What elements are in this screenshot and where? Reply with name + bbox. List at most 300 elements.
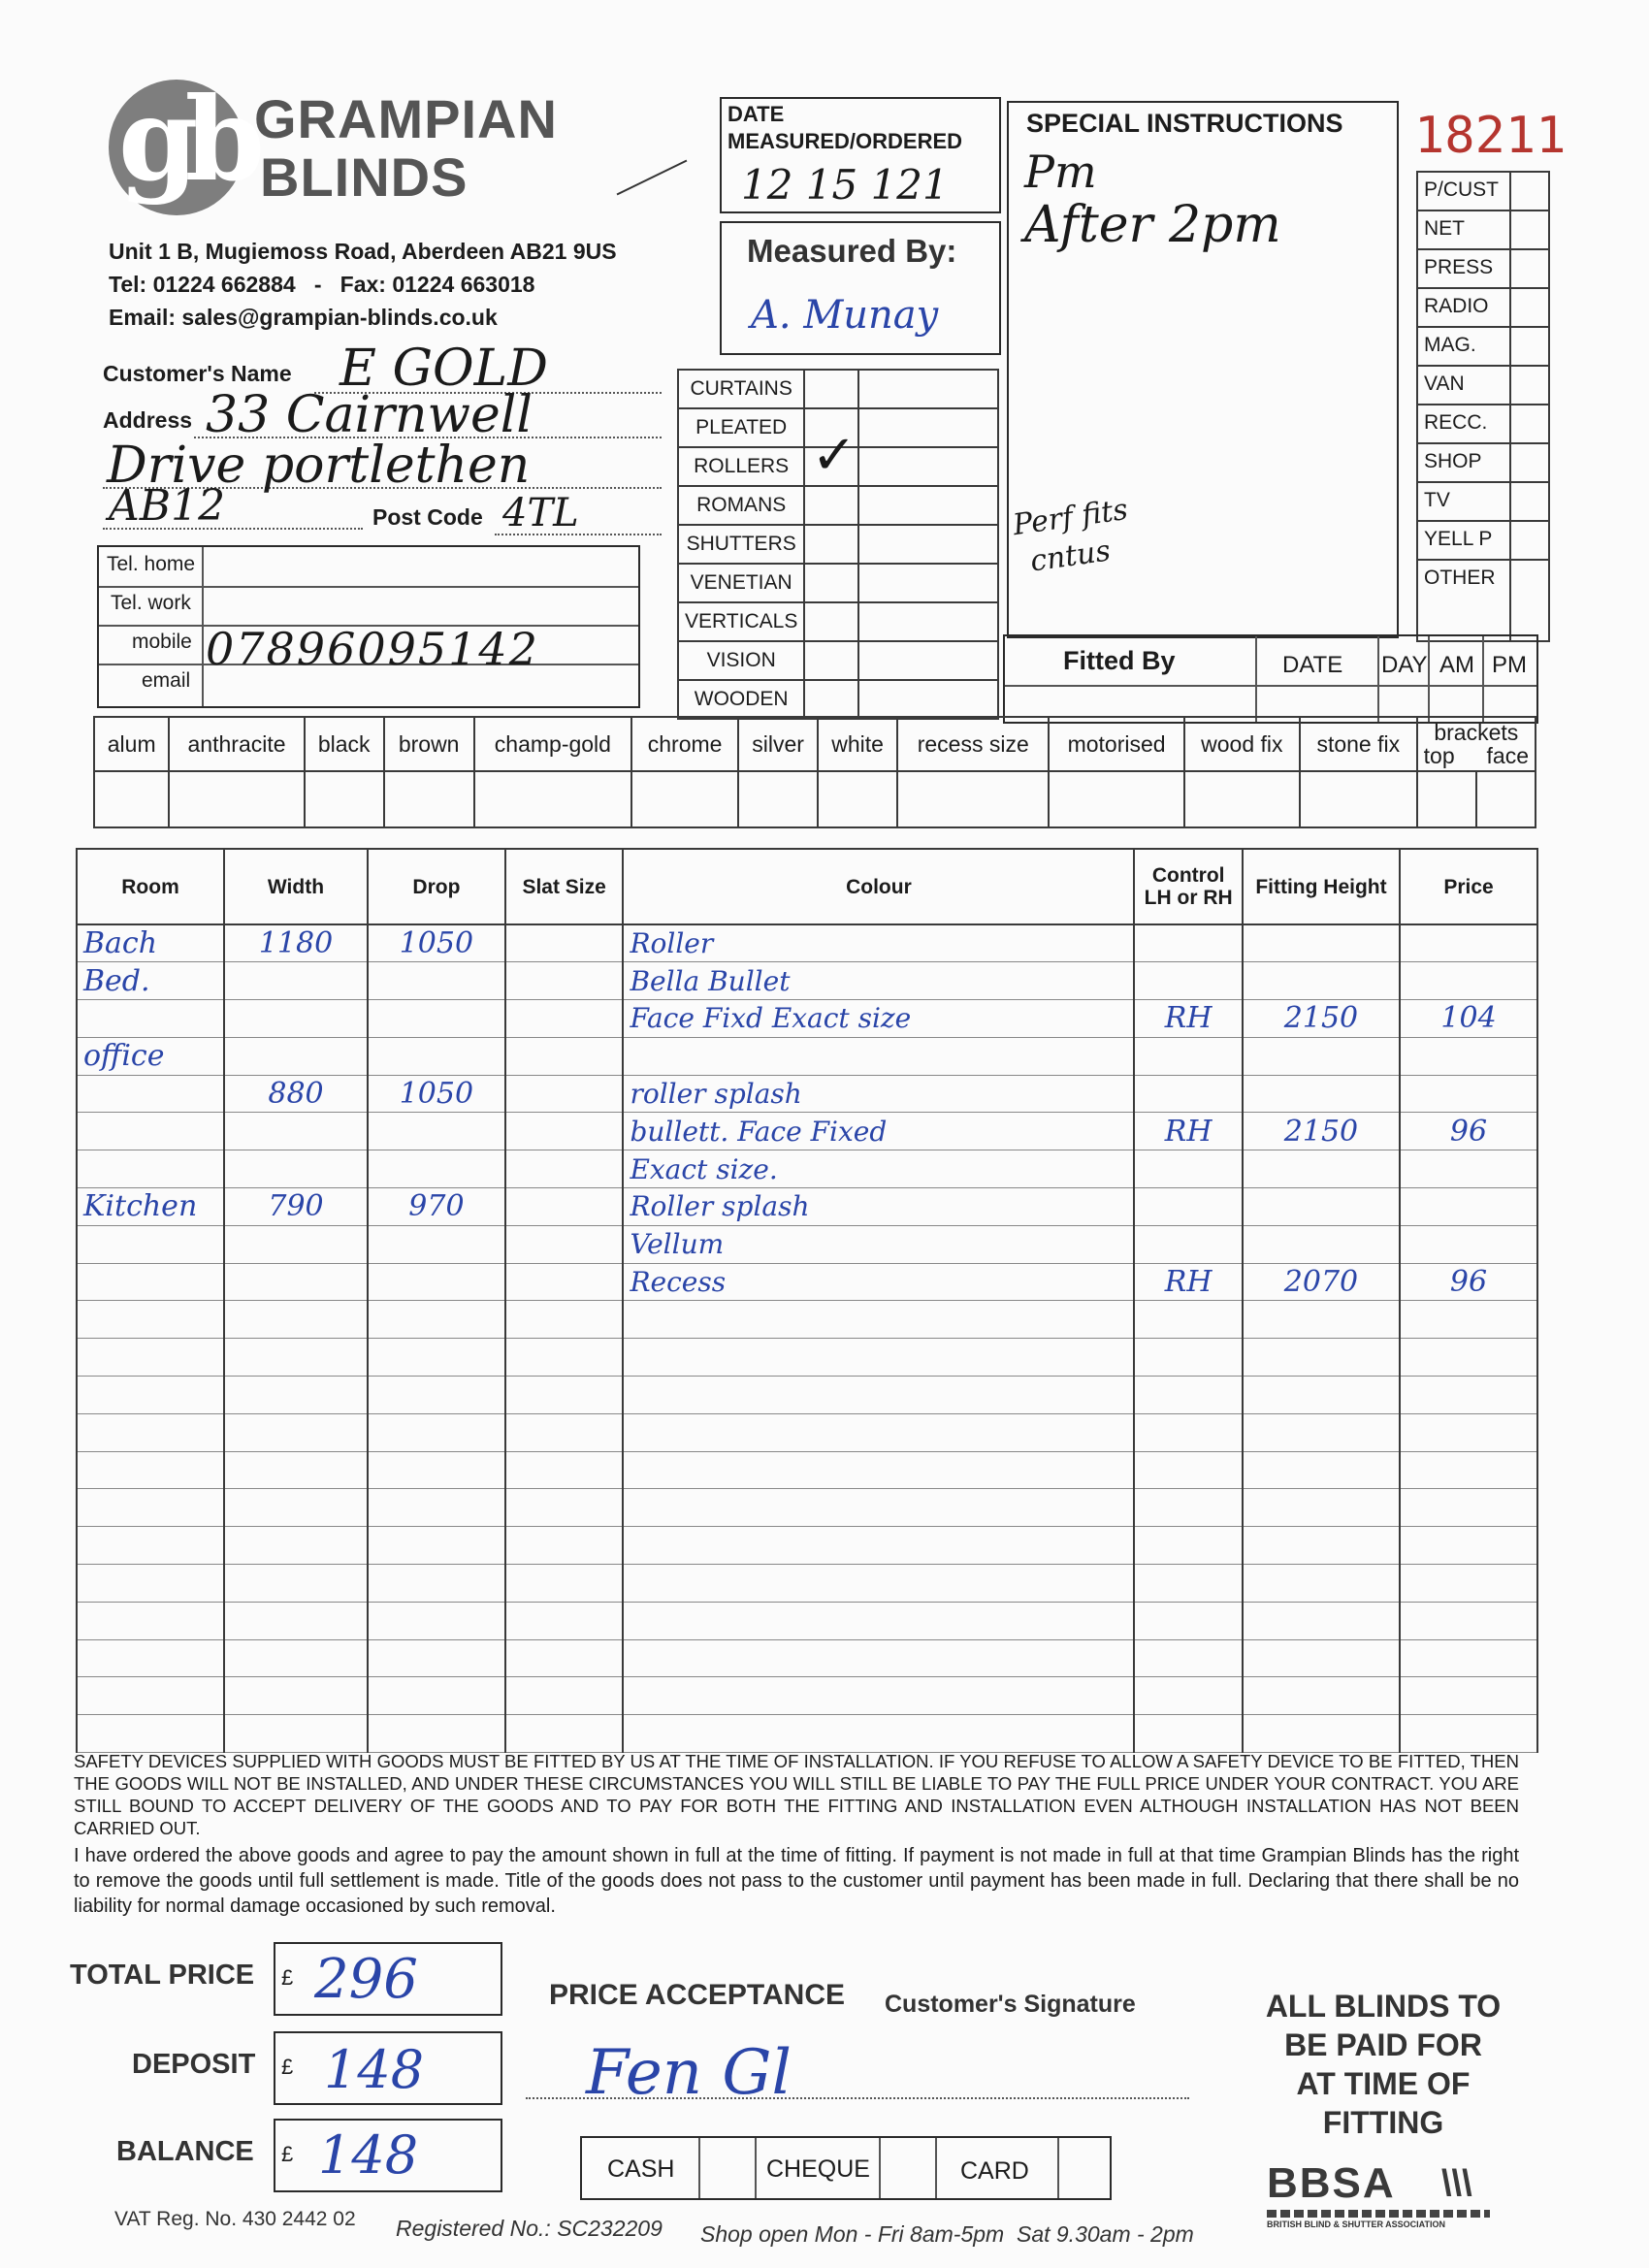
table-row [77, 1301, 1537, 1339]
source-label: RECC. [1417, 405, 1510, 443]
source-checkbox[interactable] [1510, 172, 1549, 211]
blind-type-checkbox[interactable] [804, 564, 858, 602]
table-cell[interactable] [1243, 924, 1400, 962]
table-row [77, 1602, 1537, 1639]
table-row [77, 1037, 1537, 1075]
table-cell[interactable] [623, 1639, 1134, 1677]
table-cell[interactable] [77, 1377, 224, 1414]
table-cell[interactable] [1400, 1639, 1537, 1677]
table-cell[interactable] [224, 1000, 368, 1038]
blind-type-row [678, 370, 998, 408]
blind-type-row [678, 641, 998, 680]
table-cell[interactable]: Roller [623, 924, 1134, 962]
table-cell[interactable] [1243, 962, 1400, 1000]
table-cell[interactable]: 790 [224, 1188, 368, 1226]
bbsa-logo [1267, 2159, 1490, 2231]
source-checkbox[interactable] [1510, 560, 1549, 641]
blind-type-extra[interactable] [858, 525, 998, 564]
option-input[interactable] [738, 771, 818, 827]
option-label: wood fix [1184, 717, 1300, 771]
table-row [77, 1150, 1537, 1188]
table-cell[interactable] [1134, 1075, 1242, 1113]
option-input[interactable] [305, 771, 384, 827]
table-cell[interactable] [368, 1413, 505, 1451]
balance-value: 148 [318, 2124, 419, 2186]
table-cell[interactable] [1134, 1339, 1242, 1377]
blind-type-extra[interactable] [858, 408, 998, 447]
source-row [1417, 443, 1549, 482]
blind-type-checkbox[interactable] [804, 370, 858, 408]
table-cell[interactable] [77, 1565, 224, 1603]
total-price-value: 296 [314, 1948, 418, 2011]
table-cell[interactable] [505, 1527, 624, 1565]
table-cell[interactable] [368, 1150, 505, 1188]
table-cell[interactable]: Exact size. [623, 1150, 1134, 1188]
table-cell[interactable] [224, 1489, 368, 1527]
payment-divider4 [935, 2138, 937, 2198]
table-cell[interactable] [224, 1527, 368, 1565]
table-cell[interactable]: Face Fixd Exact size [623, 1000, 1134, 1038]
table-cell[interactable] [505, 1263, 624, 1301]
table-cell[interactable] [505, 1413, 624, 1451]
table-cell[interactable] [505, 1639, 624, 1677]
table-cell[interactable] [77, 1301, 224, 1339]
table-cell[interactable] [77, 1451, 224, 1489]
table-cell[interactable] [1400, 1225, 1537, 1263]
table-cell[interactable] [1400, 1188, 1537, 1226]
blind-type-label: WOODEN [678, 680, 804, 719]
table-cell[interactable]: 96 [1400, 1263, 1537, 1301]
table-cell[interactable] [1243, 1565, 1400, 1603]
table-cell[interactable] [1243, 1188, 1400, 1226]
table-cell[interactable] [224, 1037, 368, 1075]
special-instructions-label: SPECIAL INSTRUCTIONS [1026, 109, 1343, 138]
notice-line3: AT TIME OF [1296, 2066, 1471, 2101]
order-table [76, 848, 1538, 1753]
blind-type-extra[interactable] [858, 641, 998, 680]
table-cell[interactable] [368, 1339, 505, 1377]
option-label: anthracite [169, 717, 304, 771]
signature-line [526, 2097, 1189, 2099]
blind-type-row [678, 564, 998, 602]
table-cell[interactable] [224, 962, 368, 1000]
option-label: champ-gold [474, 717, 632, 771]
blind-type-checkbox[interactable] [804, 602, 858, 641]
table-cell[interactable] [1243, 1075, 1400, 1113]
table-row [77, 1225, 1537, 1263]
options-label-row [94, 717, 1536, 771]
blind-type-checkbox[interactable] [804, 486, 858, 525]
table-cell[interactable] [623, 1451, 1134, 1489]
table-cell[interactable] [505, 1565, 624, 1603]
table-cell[interactable] [623, 1489, 1134, 1527]
special-instructions-note1: Perf fits [1011, 492, 1130, 543]
blind-type-checkbox[interactable] [804, 424, 858, 486]
option-input[interactable] [1184, 771, 1300, 827]
table-cell[interactable]: Recess [623, 1263, 1134, 1301]
blind-type-checkbox[interactable] [804, 641, 858, 680]
option-label: brown [384, 717, 474, 771]
order-header-cell: Price [1400, 849, 1537, 924]
blind-type-label: CURTAINS [678, 370, 804, 408]
fitted-day-label: DAY [1381, 652, 1428, 678]
table-cell[interactable] [77, 1639, 224, 1677]
table-cell[interactable] [368, 1225, 505, 1263]
table-row [77, 1489, 1537, 1527]
table-cell[interactable] [224, 1150, 368, 1188]
source-label: SHOP [1417, 443, 1510, 482]
table-cell[interactable] [1243, 1225, 1400, 1263]
table-cell[interactable]: Vellum [623, 1225, 1134, 1263]
table-cell[interactable]: 2150 [1243, 1113, 1400, 1150]
source-checkbox[interactable] [1510, 405, 1549, 443]
table-cell[interactable] [1134, 1413, 1242, 1451]
table-cell[interactable] [77, 1150, 224, 1188]
table-cell[interactable] [1134, 1489, 1242, 1527]
source-label: OTHER [1417, 560, 1510, 641]
table-cell[interactable] [1134, 1677, 1242, 1715]
table-cell[interactable] [1400, 962, 1537, 1000]
deposit-box [274, 2031, 502, 2105]
table-cell[interactable] [505, 1037, 624, 1075]
table-cell[interactable] [77, 1677, 224, 1715]
option-label: black [305, 717, 384, 771]
table-cell[interactable] [368, 1565, 505, 1603]
table-cell[interactable] [505, 962, 624, 1000]
bracket-face-input[interactable] [1476, 771, 1536, 827]
source-label: MAG. [1417, 327, 1510, 366]
table-cell[interactable] [505, 1677, 624, 1715]
table-cell[interactable] [224, 1602, 368, 1639]
balance-box [274, 2119, 502, 2192]
source-checkbox[interactable] [1510, 249, 1549, 288]
notice-line1: ALL BLINDS TO [1265, 1989, 1502, 2024]
fitted-am-label: AM [1439, 652, 1474, 678]
table-cell[interactable] [224, 1339, 368, 1377]
table-cell[interactable] [368, 1639, 505, 1677]
measured-by-label: Measured By: [747, 233, 957, 269]
table-row [77, 1451, 1537, 1489]
table-cell[interactable] [224, 1413, 368, 1451]
table-cell[interactable]: RH [1134, 1263, 1242, 1301]
table-cell[interactable]: 104 [1400, 1000, 1537, 1038]
table-cell[interactable] [623, 1377, 1134, 1414]
option-input[interactable] [897, 771, 1049, 827]
source-checkbox[interactable] [1510, 443, 1549, 482]
table-cell[interactable] [224, 1225, 368, 1263]
table-cell[interactable] [623, 1677, 1134, 1715]
blind-type-checkbox[interactable] [804, 680, 858, 719]
blind-type-row [678, 447, 998, 486]
option-input[interactable] [94, 771, 169, 827]
table-cell[interactable]: RH [1134, 1000, 1242, 1038]
table-cell[interactable] [368, 1527, 505, 1565]
option-input[interactable] [1049, 771, 1183, 827]
table-cell[interactable]: roller splash [623, 1075, 1134, 1113]
table-cell[interactable] [368, 1301, 505, 1339]
table-cell[interactable] [368, 1715, 505, 1753]
blind-type-extra[interactable] [858, 370, 998, 408]
footer-vat: VAT Reg. No. 430 2442 02 [114, 2208, 356, 2230]
table-cell[interactable] [505, 924, 624, 962]
table-cell[interactable] [368, 1489, 505, 1527]
payment-notice [1218, 1987, 1548, 2142]
table-cell[interactable] [224, 1565, 368, 1603]
table-cell[interactable] [1243, 1677, 1400, 1715]
table-cell[interactable] [77, 1489, 224, 1527]
table-cell[interactable] [1134, 1639, 1242, 1677]
table-cell[interactable]: Bella Bullet [623, 962, 1134, 1000]
order-header-cell: Room [77, 849, 224, 924]
table-cell[interactable] [77, 1602, 224, 1639]
date-value: 12 15 121 [741, 161, 949, 209]
table-cell[interactable] [224, 1263, 368, 1301]
table-cell[interactable] [1400, 1339, 1537, 1377]
table-cell[interactable] [224, 1301, 368, 1339]
source-checkbox[interactable] [1510, 288, 1549, 327]
table-cell[interactable]: 1050 [368, 1075, 505, 1113]
table-cell[interactable] [224, 1113, 368, 1150]
table-cell[interactable] [77, 1000, 224, 1038]
table-cell[interactable] [77, 1715, 224, 1753]
table-cell[interactable] [1134, 1715, 1242, 1753]
table-cell[interactable] [1400, 1602, 1537, 1639]
table-cell[interactable] [1243, 1037, 1400, 1075]
table-cell[interactable] [1400, 1451, 1537, 1489]
table-cell[interactable] [77, 1075, 224, 1113]
source-row [1417, 211, 1549, 249]
table-cell[interactable] [77, 1527, 224, 1565]
table-cell[interactable] [1400, 1565, 1537, 1603]
table-cell[interactable]: 880 [224, 1075, 368, 1113]
customer-address-value1: 33 Cairnwell [206, 386, 534, 444]
source-list [1416, 171, 1550, 642]
table-cell[interactable] [1400, 1489, 1537, 1527]
option-input[interactable] [474, 771, 632, 827]
table-cell[interactable] [505, 1113, 624, 1150]
table-cell[interactable] [77, 1263, 224, 1301]
table-cell[interactable]: 2070 [1243, 1263, 1400, 1301]
table-cell[interactable] [505, 1715, 624, 1753]
blind-type-extra[interactable] [858, 602, 998, 641]
blind-type-extra[interactable] [858, 564, 998, 602]
bracket-top-input[interactable] [1417, 771, 1476, 827]
source-checkbox[interactable] [1510, 327, 1549, 366]
table-cell[interactable] [1134, 1037, 1242, 1075]
option-input[interactable] [631, 771, 738, 827]
source-label: VAN [1417, 366, 1510, 405]
table-cell[interactable]: 2150 [1243, 1000, 1400, 1038]
table-cell[interactable]: Roller splash [623, 1188, 1134, 1226]
table-cell[interactable] [505, 1188, 624, 1226]
order-header-cell: Control LH or RH [1134, 849, 1242, 924]
table-cell[interactable] [224, 1677, 368, 1715]
table-cell[interactable] [505, 1225, 624, 1263]
table-cell[interactable] [77, 1339, 224, 1377]
table-cell[interactable]: office [77, 1037, 224, 1075]
table-row [77, 1527, 1537, 1565]
table-cell[interactable]: 1180 [224, 924, 368, 962]
table-cell[interactable] [224, 1377, 368, 1414]
table-cell[interactable]: Bed. [77, 962, 224, 1000]
table-cell[interactable]: 970 [368, 1188, 505, 1226]
table-cell[interactable] [1400, 1677, 1537, 1715]
table-cell[interactable] [1134, 1301, 1242, 1339]
table-cell[interactable] [368, 1263, 505, 1301]
table-cell[interactable] [1243, 1339, 1400, 1377]
table-cell[interactable]: 1050 [368, 924, 505, 962]
mobile-value: 07896095142 [206, 623, 539, 675]
table-cell[interactable] [1400, 1075, 1537, 1113]
blind-type-extra[interactable] [858, 486, 998, 525]
table-cell[interactable] [368, 1677, 505, 1715]
table-cell[interactable] [623, 1037, 1134, 1075]
table-cell[interactable] [368, 1602, 505, 1639]
table-cell[interactable] [1400, 1715, 1537, 1753]
table-cell[interactable] [1134, 1150, 1242, 1188]
table-cell[interactable] [1400, 1413, 1537, 1451]
measured-by-box [720, 221, 1001, 355]
table-cell[interactable] [505, 1150, 624, 1188]
source-label: NET [1417, 211, 1510, 249]
table-cell[interactable] [1243, 1527, 1400, 1565]
table-cell[interactable] [368, 1377, 505, 1414]
table-cell[interactable] [505, 1000, 624, 1038]
source-label: YELL P [1417, 521, 1510, 560]
table-cell[interactable] [505, 1339, 624, 1377]
blind-type-label: VERTICALS [678, 602, 804, 641]
blind-type-extra[interactable] [858, 680, 998, 719]
blind-type-checkbox[interactable] [804, 525, 858, 564]
option-label: stone fix [1300, 717, 1417, 771]
table-cell[interactable] [77, 1225, 224, 1263]
payment-divider3 [879, 2138, 881, 2198]
table-cell[interactable] [1134, 1188, 1242, 1226]
table-cell[interactable] [368, 962, 505, 1000]
company-email: Email: sales@grampian-blinds.co.uk [109, 305, 498, 330]
source-checkbox[interactable] [1510, 211, 1549, 249]
table-cell[interactable] [1134, 1377, 1242, 1414]
table-cell[interactable] [1243, 1715, 1400, 1753]
table-cell[interactable]: 96 [1400, 1113, 1537, 1150]
table-cell[interactable] [505, 1377, 624, 1414]
order-header-cell: Width [224, 849, 368, 924]
phone-divider [202, 547, 204, 706]
table-cell[interactable] [368, 1037, 505, 1075]
table-cell[interactable] [1400, 924, 1537, 962]
deposit-value: 148 [324, 2039, 425, 2100]
table-cell[interactable] [1243, 1413, 1400, 1451]
phone-box [97, 545, 640, 708]
payment-cheque: CHEQUE [766, 2155, 870, 2183]
table-cell[interactable] [1243, 1489, 1400, 1527]
blind-type-extra[interactable] [858, 447, 998, 486]
option-label: recess size [897, 717, 1049, 771]
table-row [77, 1377, 1537, 1414]
fitted-date-label: DATE [1282, 652, 1343, 678]
fitted-divider2 [1377, 636, 1379, 722]
table-cell[interactable] [623, 1602, 1134, 1639]
table-cell[interactable] [505, 1451, 624, 1489]
source-checkbox[interactable] [1510, 521, 1549, 560]
table-cell[interactable] [224, 1715, 368, 1753]
table-cell[interactable] [623, 1301, 1134, 1339]
option-input[interactable] [169, 771, 304, 827]
agreement-terms: I have ordered the above goods and agree to pay the amount shown in full at the time of fitting. If payment is not made in full at that time Grampian Blinds has the right to remove the goods until full settlement is made. Title of the goods does not pass to the customer until payment has been made in full. Declaring that there shall be no liability for normal damage occasioned by such removal. [74, 1845, 1519, 1917]
table-cell[interactable] [1243, 1451, 1400, 1489]
table-cell[interactable] [623, 1339, 1134, 1377]
table-cell[interactable] [224, 1451, 368, 1489]
source-checkbox[interactable] [1510, 482, 1549, 521]
table-cell[interactable] [77, 1413, 224, 1451]
table-cell[interactable] [623, 1565, 1134, 1603]
table-cell[interactable] [224, 1639, 368, 1677]
table-cell[interactable] [1134, 924, 1242, 962]
table-cell[interactable]: RH [1134, 1113, 1242, 1150]
table-cell[interactable] [1400, 1301, 1537, 1339]
source-checkbox[interactable] [1510, 366, 1549, 405]
table-cell[interactable] [1134, 1527, 1242, 1565]
table-cell[interactable] [505, 1301, 624, 1339]
date-label: DATE MEASURED/ORDERED [728, 102, 963, 153]
option-input[interactable] [818, 771, 897, 827]
tel-home-label: Tel. home [107, 553, 196, 575]
source-label: P/CUST [1417, 172, 1510, 211]
table-cell[interactable] [1243, 1602, 1400, 1639]
brackets-title: brackets [1434, 720, 1519, 745]
table-cell[interactable] [1400, 1037, 1537, 1075]
table-cell[interactable] [505, 1602, 624, 1639]
blind-type-label: ROLLERS [678, 447, 804, 486]
table-cell[interactable] [1134, 1565, 1242, 1603]
total-price-box [274, 1942, 502, 2016]
table-cell[interactable] [1134, 1602, 1242, 1639]
table-cell[interactable] [368, 1000, 505, 1038]
table-cell[interactable] [368, 1113, 505, 1150]
table-cell[interactable] [1400, 1150, 1537, 1188]
table-cell[interactable] [623, 1527, 1134, 1565]
option-input[interactable] [384, 771, 474, 827]
table-cell[interactable] [1134, 1225, 1242, 1263]
order-header-cell: Fitting Height [1243, 849, 1400, 924]
balance-currency: £ [281, 2142, 294, 2166]
notice-line2: BE PAID FOR [1284, 2027, 1482, 2062]
option-input[interactable] [1300, 771, 1417, 827]
table-cell[interactable] [505, 1075, 624, 1113]
table-cell[interactable]: bullett. Face Fixed [623, 1113, 1134, 1150]
table-cell[interactable] [1243, 1639, 1400, 1677]
table-cell[interactable] [1243, 1301, 1400, 1339]
table-cell[interactable] [77, 1113, 224, 1150]
price-acceptance-subtitle: Customer's Signature [885, 1991, 1136, 2018]
blind-type-label: VENETIAN [678, 564, 804, 602]
table-cell[interactable] [1134, 962, 1242, 1000]
table-cell[interactable] [1400, 1377, 1537, 1414]
table-cell[interactable]: Bach [77, 924, 224, 962]
table-row [77, 962, 1537, 1000]
table-cell[interactable] [368, 1451, 505, 1489]
customer-address-value2: Drive portlethen [107, 437, 531, 495]
table-cell[interactable] [1134, 1451, 1242, 1489]
table-cell[interactable] [623, 1413, 1134, 1451]
table-cell[interactable] [1243, 1377, 1400, 1414]
table-cell[interactable] [505, 1489, 624, 1527]
table-cell[interactable] [623, 1715, 1134, 1753]
table-cell[interactable]: Kitchen [77, 1188, 224, 1226]
mobile-label: mobile [132, 631, 192, 653]
table-cell[interactable] [1243, 1150, 1400, 1188]
table-cell[interactable] [1400, 1527, 1537, 1565]
